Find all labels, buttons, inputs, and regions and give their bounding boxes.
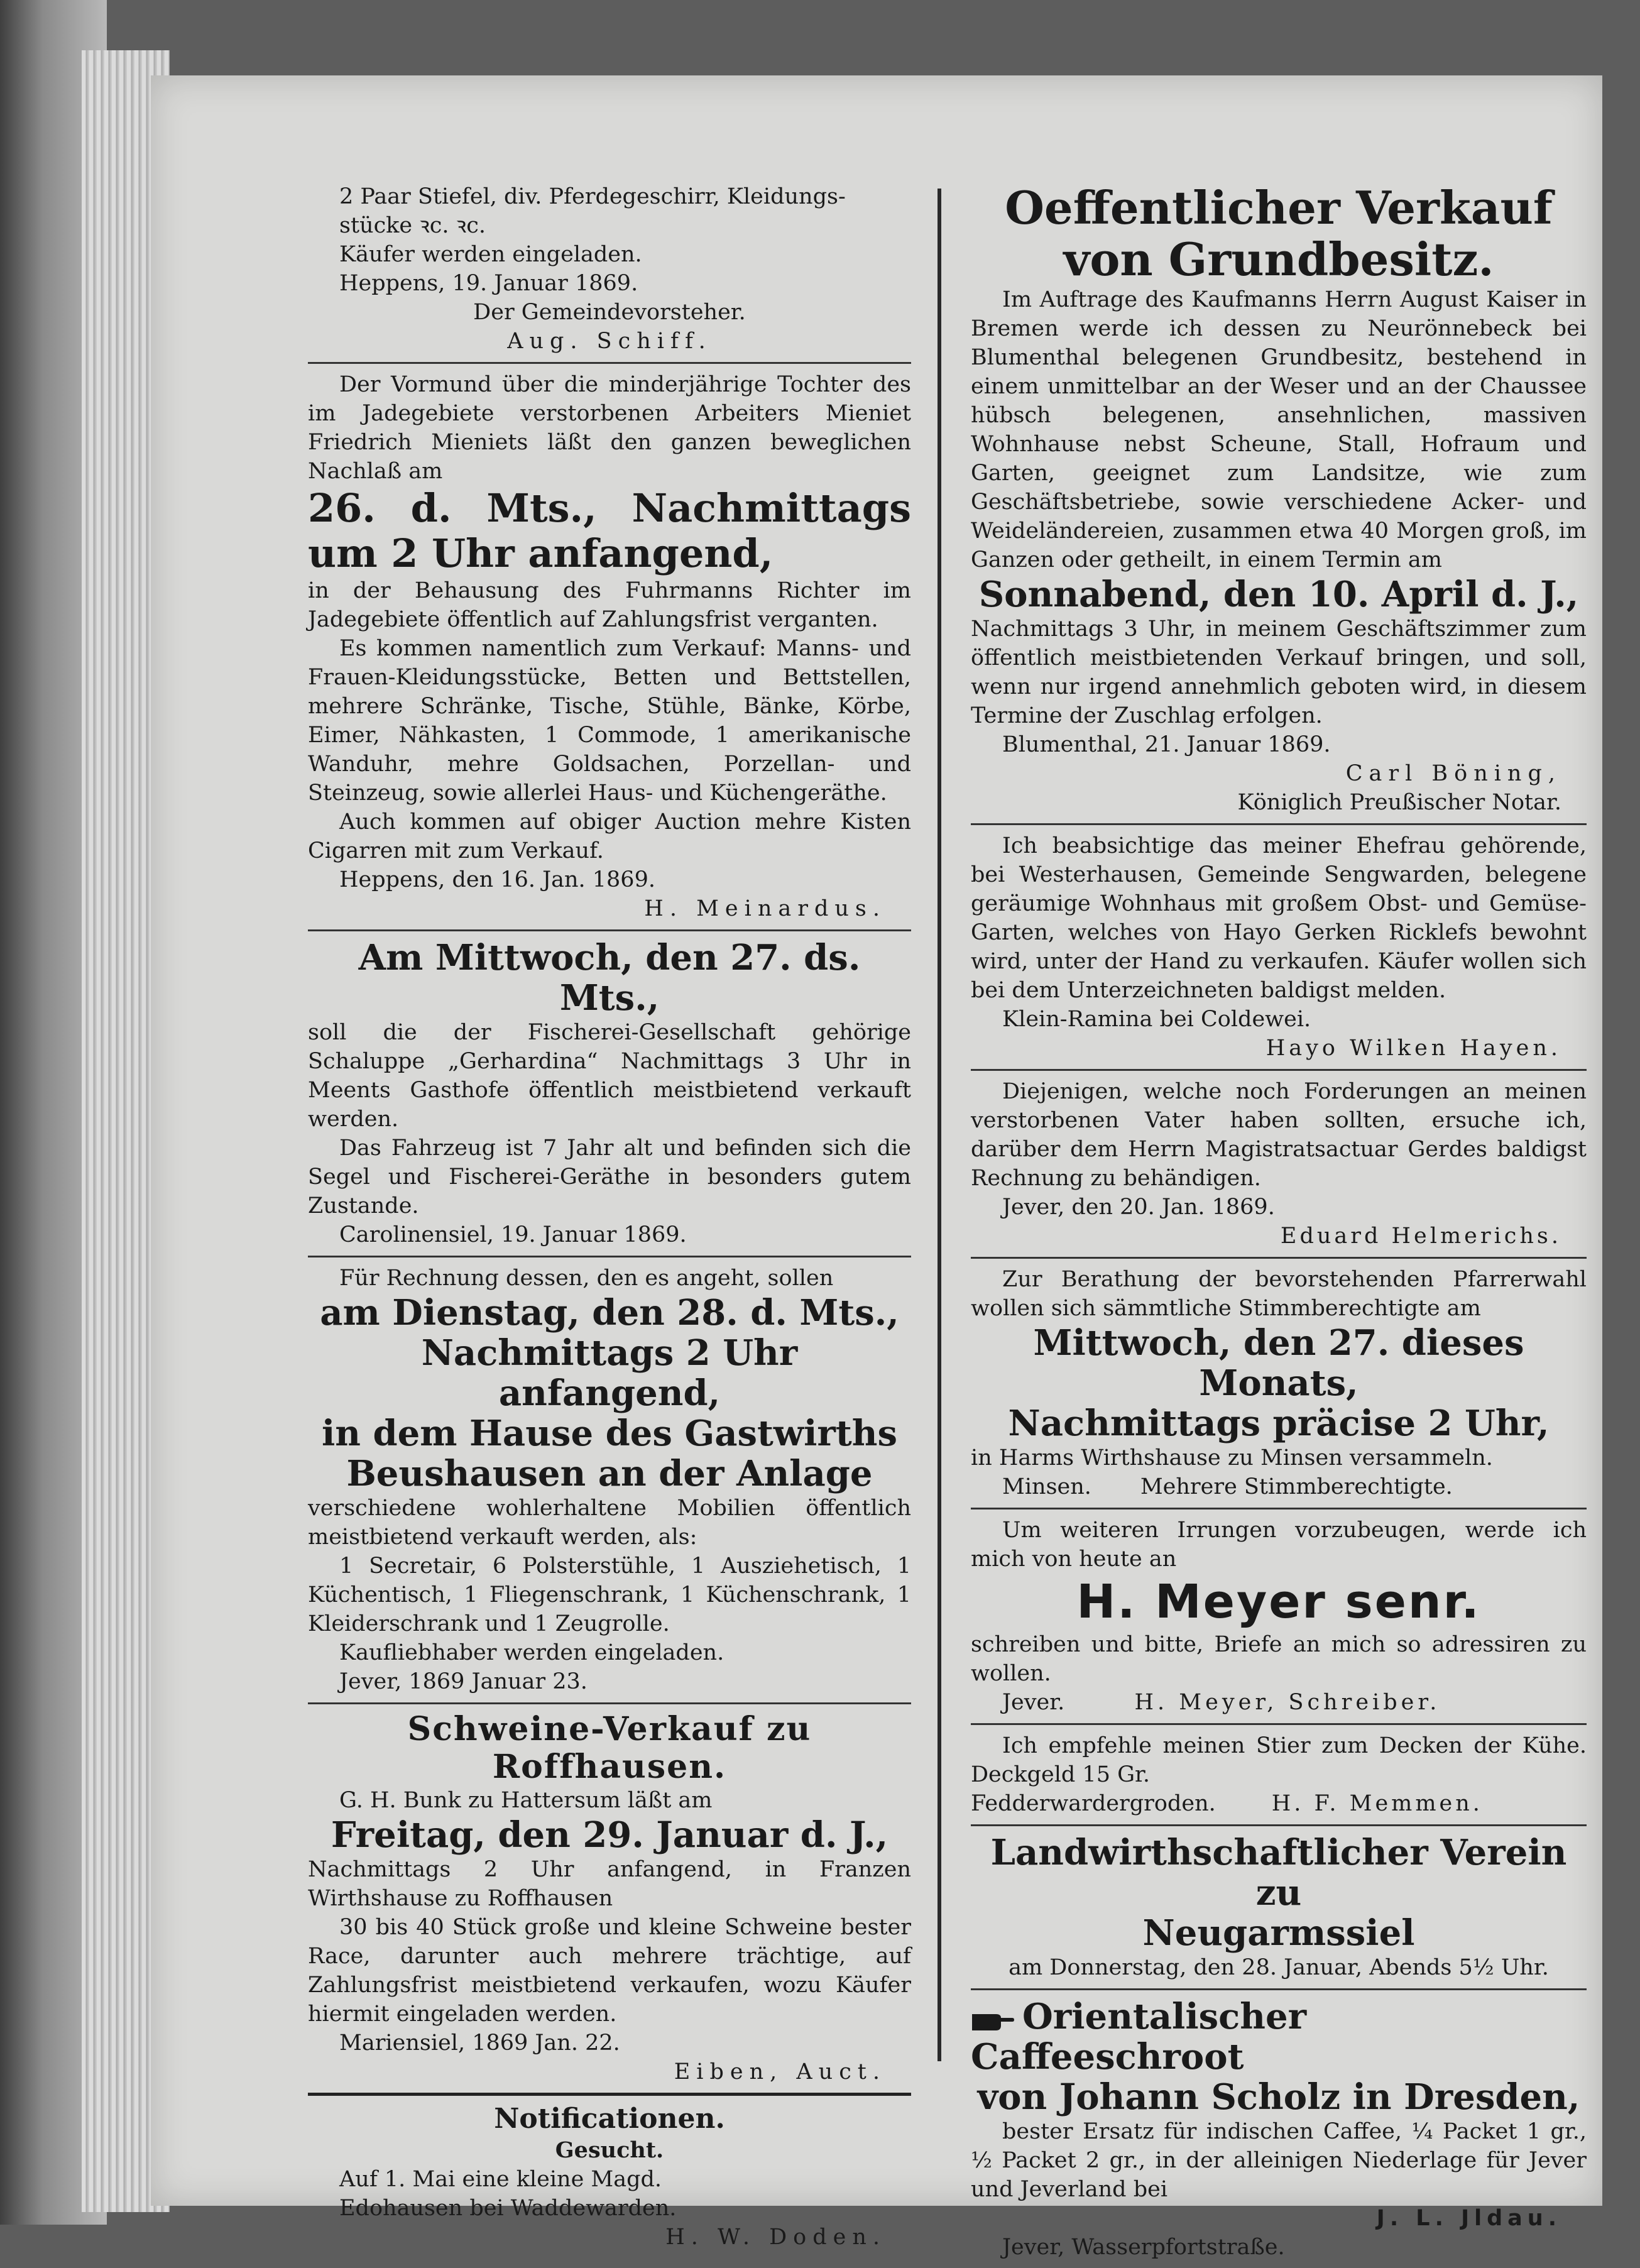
- ad-place: Jever, den 20. Jan. 1869.: [1002, 1195, 1275, 1220]
- ad-date: Am Mittwoch, den 27. ds. Mts.,: [358, 937, 861, 1019]
- ad-separator: [971, 823, 1587, 825]
- ad-title: Königlich Preußischer Notar.: [1237, 790, 1561, 815]
- ad-body: in der Behausung des Fuhrmanns Richter im Jadegebiete öffentlich auf Zahlungsfrist verganten.: [308, 578, 911, 632]
- ad-body: bester Ersatz für indischen Caffee, ¼ Packet 1 gr., ½ Packet 2 gr., in der alleinigen Niederlage für Jever und Jeverland bei: [971, 2119, 1587, 2202]
- ad-place-text: Fedderwardergroden.: [971, 1791, 1216, 1816]
- ad-extra: Auch kommen auf obiger Auction mehre Kisten Cigarren mit zum Verkauf.: [308, 809, 911, 863]
- ad-title: Der Gemeindevorsteher.: [473, 300, 746, 325]
- ad-signature: Carl Böning,: [1345, 761, 1561, 786]
- ad-body: Ich empfehle meinen Stier zum Decken der Kühe. Deckgeld 15 Gr.: [971, 1733, 1587, 1787]
- ad-intro: G. H. Bunk zu Hattersum läßt am: [339, 1788, 713, 1813]
- ad-line: stücke ꝛc. ꝛc.: [339, 213, 486, 238]
- pointing-hand-icon: [971, 2007, 1015, 2032]
- left-column: [308, 182, 911, 2258]
- ad-headline: von Grundbesitz.: [1063, 233, 1494, 286]
- ad-headline: Oeffentlicher Verkauf: [1005, 181, 1553, 234]
- ad-items: Es kommen namentlich zum Verkauf: Manns- und Frauen-Kleidungsstücke, Betten und Bettstellen, mehrere Schränke, Tische, Stühle, Bänke, Körbe, Eimer, Nähkasten, 1 Commode, 1 amerikanische Wanduhr, mehre Goldsachen, Porzellan- und Steinzeug, sowie allerlei Haus- und Küchengeräthe.: [308, 636, 911, 806]
- ad-body: Ich beabsichtige das meiner Ehefrau gehörende, bei Westerhausen, Gemeinde Sengwarden, belegene geräumige Wohnhaus mit großem Obst- und Gemüse-Garten, welches von Hayo Gerken Ricklefs bewohnt wird, unter der Hand zu verkaufen. Käufer wollen sich bei dem Unterzeichneten baldigst melden.: [971, 833, 1587, 1003]
- ad-place: Carolinensiel, 19. Januar 1869.: [339, 1222, 687, 1247]
- ad-headline-text: Orientalischer Caffeeschroot: [971, 1996, 1307, 2078]
- ad-date: am Dienstag, den 28. d. Mts.,: [320, 1292, 899, 1334]
- ad-line: Heppens, 19. Januar 1869.: [339, 271, 638, 296]
- ad-separator: [308, 929, 911, 931]
- ad-signature: J. L. Jldau.: [1376, 2206, 1561, 2231]
- ad-caffee: [971, 1997, 1587, 2262]
- ad-date: Sonnabend, den 10. April d. J.,: [978, 574, 1579, 615]
- right-column: [971, 182, 1587, 2268]
- ad-signature: H. W. Doden.: [665, 2225, 886, 2250]
- ad-signature: Aug. Schiff.: [507, 329, 712, 354]
- ad-separator: [971, 1069, 1587, 1071]
- ad-signature: H. Meyer, Schreiber.: [1134, 1690, 1441, 1715]
- ad-signature: Hayo Wilken Hayen.: [1266, 1036, 1561, 1061]
- ad-body: Um weiteren Irrungen vorzubeugen, werde ich mich von heute an: [971, 1518, 1587, 1572]
- ad-separator: [971, 1508, 1587, 1509]
- ad-body: am Donnerstag, den 28. Januar, Abends 5½ Uhr.: [1009, 1955, 1549, 1980]
- ad-vormund: [308, 370, 911, 923]
- ad-signature: Eduard Helmerichs.: [1280, 1224, 1561, 1249]
- ad-place: [971, 1688, 1587, 1717]
- ad-body: Nachmittags 2 Uhr anfangend, in Franzen Wirthshause zu Roffhausen: [308, 1857, 911, 1911]
- ad-signature: H. Meinardus.: [644, 896, 886, 921]
- ad-body: soll die der Fischerei-Gesellschaft gehörige Schaluppe „Gerhardina“ Nachmittags 3 Uhr in Meents Gasthofe öffentlich meistbietend verkauft werden.: [308, 1020, 911, 1132]
- ad-place: [971, 1789, 1587, 1818]
- ad-stiefel: [308, 182, 911, 356]
- ad-line: 2 Paar Stiefel, div. Pferdegeschirr, Kleidungs-: [339, 184, 846, 209]
- ad-intro: Für Rechnung dessen, den es angeht, sollen: [339, 1266, 834, 1291]
- ad-body: Das Fahrzeug ist 7 Jahr alt und befinden sich die Segel und Fischerei-Geräthe in besonders gutem Zustande.: [308, 1136, 911, 1219]
- ad-headline: Neugarmssiel: [1142, 1912, 1415, 1954]
- ad-place: Heppens, den 16. Jan. 1869.: [339, 867, 655, 892]
- ad-separator: [308, 1256, 911, 1257]
- column-divider: [938, 189, 941, 2061]
- ad-body: verschiedene wohlerhaltene Mobilien öffentlich meistbietend verkauft werden, als:: [308, 1496, 911, 1550]
- ad-line: Käufer werden eingeladen.: [339, 242, 642, 267]
- ad-schaluppe: [308, 938, 911, 1249]
- ad-headline: Schweine-Verkauf zu Roffhausen.: [407, 1710, 812, 1786]
- ad-invite: Kaufliebhaber werden eingeladen.: [339, 1640, 724, 1665]
- ad-date: Mittwoch, den 27. dieses Monats,: [1033, 1322, 1524, 1404]
- ad-place: Mariensiel, 1869 Jan. 22.: [339, 2030, 620, 2056]
- ad-place: [971, 1472, 1587, 1501]
- ad-date: in dem Hause des Gastwirths: [322, 1413, 897, 1454]
- ad-separator: [971, 1723, 1587, 1725]
- ad-place: Blumenthal, 21. Januar 1869.: [1002, 732, 1331, 757]
- ad-separator: [308, 362, 911, 364]
- ad-mobilien: [308, 1264, 911, 1696]
- ad-place: Edohausen bei Waddewarden.: [339, 2196, 677, 2221]
- ad-body: Diejenigen, welche noch Forderungen an meinen verstorbenen Vater haben sollten, ersuche ich, darüber dem Herrn Magistratsactuar Gerdes baldigst Rechnung zu behändigen.: [971, 1079, 1587, 1191]
- ad-pfarrerwahl: [971, 1265, 1587, 1501]
- ad-signature: H. F. Memmen.: [1271, 1791, 1483, 1816]
- ad-stier: [971, 1731, 1587, 1818]
- ad-intro: Der Vormund über die minderjährige Tochter des im Jadegebiete verstorbenen Arbeiters Mieniet Friedrich Mieniets läßt den ganzen beweglichen Nachlaß am: [308, 372, 911, 484]
- ad-landwirthschaft: [971, 1832, 1587, 1982]
- ad-place-text: Minsen.: [1002, 1474, 1091, 1499]
- ad-body: Nachmittags 3 Uhr, in meinem Geschäftszimmer zum öffentlich meistbietenden Verkauf bringen, und soll, wenn nur irgend annehmlich geboten wird, in diesem Termine der Zuschlag erfolgen.: [971, 616, 1587, 728]
- ad-headline: [971, 1997, 1587, 2077]
- ad-forderungen: [971, 1077, 1587, 1251]
- ad-place: Jever, 1869 Januar 23.: [339, 1669, 588, 1694]
- ad-date: Nachmittags 2 Uhr anfangend,: [421, 1332, 798, 1414]
- ad-body: Zur Berathung der bevorstehenden Pfarrerwahl wollen sich sämmtliche Stimmberechtigte am: [971, 1267, 1587, 1321]
- ad-body: schreiben und bitte, Briefe an mich so adressiren zu wollen.: [971, 1632, 1587, 1686]
- section-heading: Notificationen.: [494, 2103, 725, 2135]
- ad-date: 26. d. Mts., Nachmittags um 2 Uhr anfangend,: [308, 485, 911, 576]
- ad-separator: [308, 1702, 911, 1704]
- ad-body: in Harms Wirthshause zu Minsen versammeln.: [971, 1445, 1493, 1471]
- ad-headline: von Johann Scholz in Dresden,: [977, 2076, 1580, 2118]
- ad-place: Jever, Wasserpfortstraße.: [1002, 2235, 1285, 2260]
- ad-date: Nachmittags präcise 2 Uhr,: [1008, 1403, 1550, 1444]
- ad-headline: Landwirthschaftlicher Verein zu: [990, 1832, 1567, 1914]
- ad-body: 30 bis 40 Stück große und kleine Schweine bester Race, darunter auch mehrere trächtige, auf Zahlungsfrist meistbietend verkaufen, wozu Käufer hiermit eingeladen werden.: [308, 1915, 911, 2027]
- ad-separator: [971, 1988, 1587, 1990]
- ad-body: Auf 1. Mai eine kleine Magd.: [339, 2167, 662, 2192]
- ad-signature: Eiben, Auct.: [674, 2059, 886, 2084]
- ad-notificationen: [308, 2102, 911, 2252]
- ad-body: Im Auftrage des Kaufmanns Herrn August Kaiser in Bremen werde ich dessen zu Neurönnebeck bei Blumenthal belegenen Grundbesitz, bestehend in einem unmittelbar an der Weser und an der Chaussee hübsch belegenen, ansehnlichen, massiven Wohnhause nebst Scheune, Stall, Hofraum und Garten, geeignet zum Landsitze, wie zum Geschäftsbetriebe, sowie verschiedene Acker- und Weideländereien, zusammen etwa 40 Morgen groß, im Ganzen oder getheilt, in einem Termin am: [971, 287, 1587, 572]
- ad-meyer: [971, 1516, 1587, 1717]
- ad-place-text: Jever.: [1002, 1690, 1065, 1715]
- ad-place: Klein-Ramina bei Coldewei.: [1002, 1007, 1311, 1032]
- ad-items: 1 Secretair, 6 Polsterstühle, 1 Ausziehetisch, 1 Küchentisch, 1 Fliegenschrank, 1 Küchenschrank, 1 Kleiderschrank und 1 Zeugrolle.: [308, 1553, 911, 1636]
- ad-wohnhaus: [971, 831, 1587, 1063]
- ad-name: H. Meyer senr.: [1076, 1575, 1481, 1629]
- ad-grundbesitz: [971, 182, 1587, 817]
- ad-date: Beushausen an der Anlage: [346, 1453, 873, 1494]
- ad-head: Gesucht.: [555, 2137, 664, 2163]
- ad-separator: [971, 1824, 1587, 1826]
- ad-schweine: [308, 1711, 911, 2086]
- ad-separator: [971, 1257, 1587, 1259]
- section-separator: [308, 2093, 911, 2096]
- ad-date: Freitag, den 29. Januar d. J.,: [331, 1814, 888, 1856]
- ad-signature: Mehrere Stimmberechtigte.: [1140, 1474, 1453, 1499]
